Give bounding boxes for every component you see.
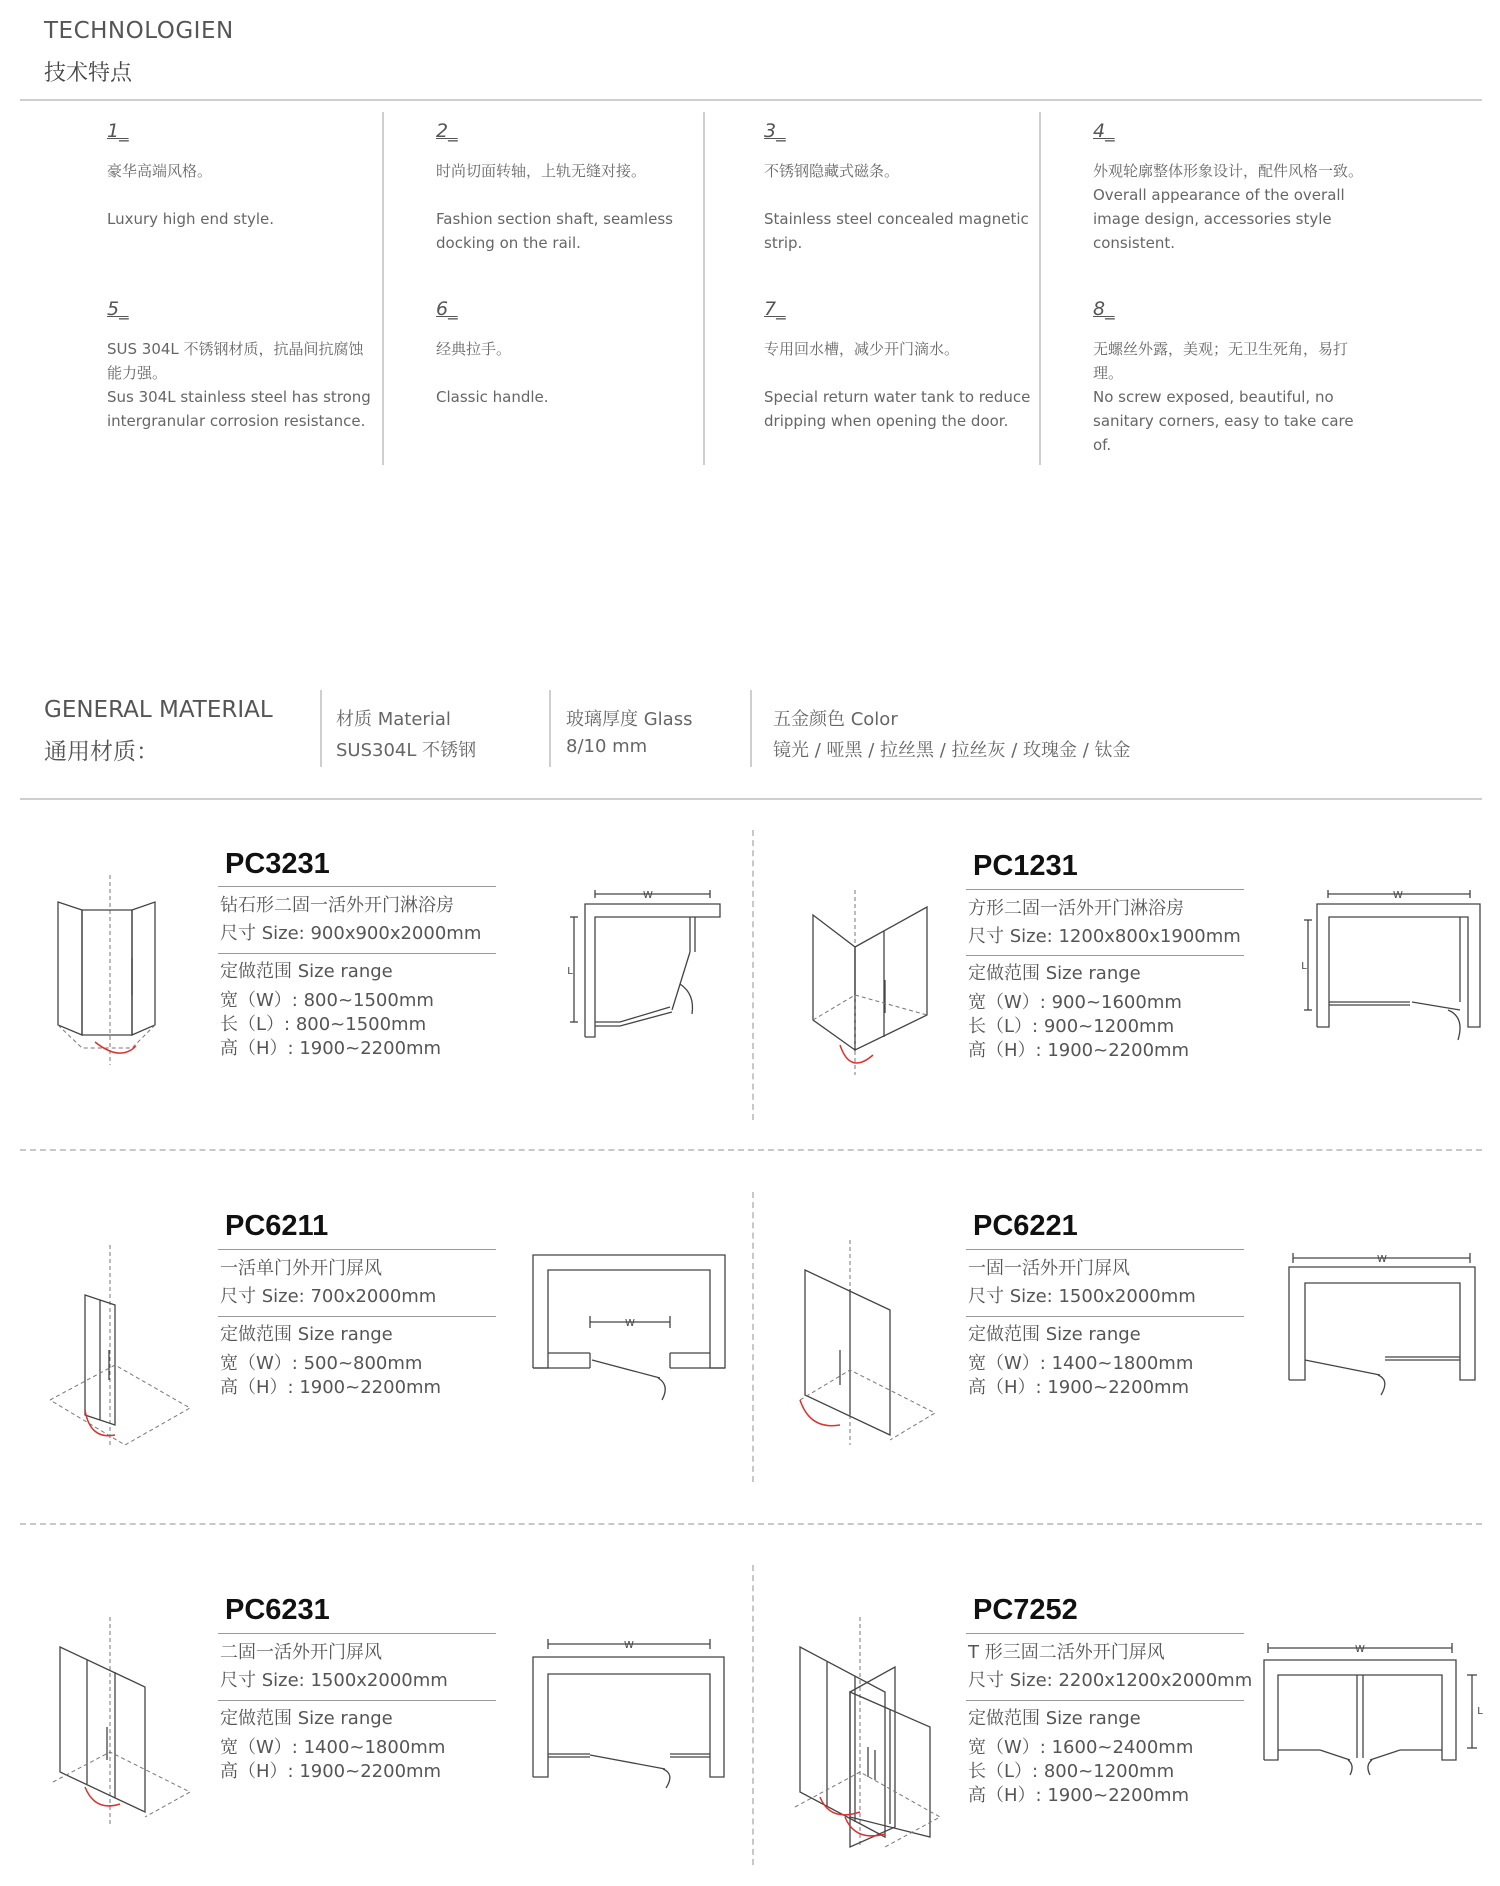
product-range-height: 高（H）: 1900~2200mm — [220, 1377, 442, 1398]
feature-text: 时尚切面转轴，上轨无缝对接。 Fashion section shaft, seamless docking on the rail. — [436, 162, 673, 252]
section-title-zh: 技术特点 — [44, 61, 133, 86]
product-name: 二固一活外开门屏风 — [220, 1642, 382, 1663]
product-rule — [218, 1700, 496, 1701]
pc3231-3d-drawing — [50, 870, 170, 1070]
product-name: 一固一活外开门屏风 — [968, 1258, 1130, 1279]
product-rule — [966, 889, 1244, 890]
feature-text: 外观轮廓整体形象设计，配件风格一致。 Overall appearance of the overall image design, accessories style consistent. — [1093, 162, 1364, 252]
feature-number: 8_ — [1093, 298, 1115, 320]
color-label: 五金颜色 Color — [773, 709, 898, 730]
product-range-title: 定做范围 Size range — [968, 963, 1141, 984]
feature-text: 经典拉手。 Classic handle. — [436, 340, 549, 406]
feature-number: 1_ — [107, 120, 129, 142]
product-range-width: 宽（W）: 800~1500mm — [220, 990, 434, 1011]
feature-number: 3_ — [764, 120, 786, 142]
product-code: PC6231 — [225, 1594, 330, 1626]
product-range-title: 定做范围 Size range — [220, 1324, 393, 1345]
color-value: 镜光 / 哑黑 / 拉丝黑 / 拉丝灰 / 玫瑰金 / 钛金 — [773, 740, 1131, 761]
pc1231-3d-drawing — [805, 885, 940, 1080]
section-title-en: TECHNOLOGIEN — [44, 18, 234, 44]
product-rule — [966, 955, 1244, 956]
product-name: 钻石形二固一活外开门淋浴房 — [220, 895, 454, 916]
product-range-height: 高（H）: 1900~2200mm — [968, 1040, 1190, 1061]
product-divider — [752, 830, 754, 1120]
product-range-title: 定做范围 Size range — [220, 1708, 393, 1729]
general-material-title-zh: 通用材质： — [44, 739, 159, 765]
pc1231-plan-drawing — [1300, 882, 1480, 1042]
product-size: 尺寸 Size: 1200x800x1900mm — [968, 926, 1241, 947]
product-divider — [752, 1192, 754, 1482]
product-rule — [218, 1633, 496, 1634]
glass-label: 玻璃厚度 Glass — [566, 709, 693, 730]
product-range-title: 定做范围 Size range — [968, 1324, 1141, 1345]
feature-text: 无螺丝外露，美观；无卫生死角，易打理。 No screw exposed, beautiful, no sanitary corners, easy to take care of. — [1093, 340, 1354, 454]
product-range-width: 宽（W）: 1600~2400mm — [968, 1737, 1194, 1758]
product-divider — [752, 1565, 754, 1865]
feature-number: 6_ — [436, 298, 458, 320]
dim-w-label: W — [625, 1318, 635, 1329]
product-range-height: 高（H）: 1900~2200mm — [968, 1785, 1190, 1806]
product-range-length: 长（L）: 800~1500mm — [220, 1014, 427, 1035]
product-rule — [966, 1249, 1244, 1250]
product-rule — [966, 1633, 1244, 1634]
feature-number: 4_ — [1093, 120, 1115, 142]
product-rule — [218, 953, 496, 954]
product-range-length: 长（L）: 900~1200mm — [968, 1016, 1175, 1037]
pc6211-3d-drawing — [45, 1240, 195, 1450]
dim-w-label: W — [1355, 1644, 1365, 1655]
product-range-width: 宽（W）: 1400~1800mm — [968, 1353, 1194, 1374]
pc6211-plan-drawing — [530, 1250, 730, 1410]
feature-text: SUS 304L 不锈钢材质，抗晶间抗腐蚀能力强。 Sus 304L stainless steel has strong intergranular corrosion resistance. — [107, 340, 371, 430]
product-size: 尺寸 Size: 2200x1200x2000mm — [968, 1670, 1253, 1691]
feature-text: 专用回水槽，减少开门滴水。 Special return water tank to reduce dripping when opening the door. — [764, 340, 1031, 430]
product-code: PC7252 — [973, 1594, 1078, 1626]
feature-number: 2_ — [436, 120, 458, 142]
product-size: 尺寸 Size: 1500x2000mm — [968, 1286, 1196, 1307]
dim-w-label: W — [1393, 890, 1403, 901]
pc7252-plan-drawing — [1260, 1640, 1485, 1790]
product-name: 一活单门外开门屏风 — [220, 1258, 382, 1279]
product-size: 尺寸 Size: 700x2000mm — [220, 1286, 437, 1307]
product-range-height: 高（H）: 1900~2200mm — [220, 1038, 442, 1059]
pc6221-plan-drawing — [1285, 1245, 1485, 1410]
product-name: T 形三固二活外开门屏风 — [968, 1642, 1165, 1663]
pc6231-plan-drawing — [530, 1632, 730, 1797]
product-range-height: 高（H）: 1900~2200mm — [968, 1377, 1190, 1398]
general-material-title-en: GENERAL MATERIAL — [44, 697, 273, 723]
feature-text: 不锈钢隐藏式磁条。 Stainless steel concealed magnetic strip. — [764, 162, 1029, 252]
product-size: 尺寸 Size: 900x900x2000mm — [220, 923, 482, 944]
column-divider — [1039, 112, 1041, 465]
product-divider — [20, 1149, 1482, 1151]
product-code: PC6221 — [973, 1210, 1078, 1242]
product-range-length: 长（L）: 800~1200mm — [968, 1761, 1175, 1782]
pc6221-3d-drawing — [795, 1235, 945, 1450]
pc7252-3d-drawing — [790, 1612, 950, 1852]
pc3231-plan-drawing — [560, 882, 730, 1042]
header-divider — [20, 99, 1482, 101]
product-rule — [218, 886, 496, 887]
product-size: 尺寸 Size: 1500x2000mm — [220, 1670, 448, 1691]
product-code: PC3231 — [225, 848, 330, 880]
product-range-height: 高（H）: 1900~2200mm — [220, 1761, 442, 1782]
material-divider — [320, 690, 322, 767]
material-value: SUS304L 不锈钢 — [336, 740, 477, 761]
product-name: 方形二固一活外开门淋浴房 — [968, 898, 1184, 919]
dim-l-label: L — [1477, 1706, 1483, 1717]
dim-l-label: L — [1301, 961, 1307, 972]
dim-w-label: W — [624, 1640, 634, 1651]
product-code: PC1231 — [973, 850, 1078, 882]
product-divider — [20, 1523, 1482, 1525]
product-range-width: 宽（W）: 500~800mm — [220, 1353, 423, 1374]
dim-w-label: W — [1377, 1254, 1387, 1265]
product-code: PC6211 — [225, 1210, 329, 1242]
product-rule — [966, 1700, 1244, 1701]
product-rule — [218, 1316, 496, 1317]
feature-number: 7_ — [764, 298, 786, 320]
dim-w-label: W — [643, 890, 653, 901]
product-rule — [966, 1316, 1244, 1317]
feature-text: 豪华高端风格。 Luxury high end style. — [107, 162, 275, 228]
glass-value: 8/10 mm — [566, 736, 648, 757]
material-divider — [549, 690, 551, 767]
material-divider-bottom — [20, 798, 1482, 800]
product-range-width: 宽（W）: 900~1600mm — [968, 992, 1182, 1013]
product-range-width: 宽（W）: 1400~1800mm — [220, 1737, 446, 1758]
dim-l-label: L — [567, 966, 573, 977]
feature-number: 5_ — [107, 298, 129, 320]
product-range-title: 定做范围 Size range — [220, 961, 393, 982]
product-range-title: 定做范围 Size range — [968, 1708, 1141, 1729]
pc6231-3d-drawing — [45, 1612, 195, 1832]
product-rule — [218, 1249, 496, 1250]
column-divider — [382, 112, 384, 465]
material-label: 材质 Material — [336, 709, 451, 730]
material-divider — [750, 690, 752, 767]
